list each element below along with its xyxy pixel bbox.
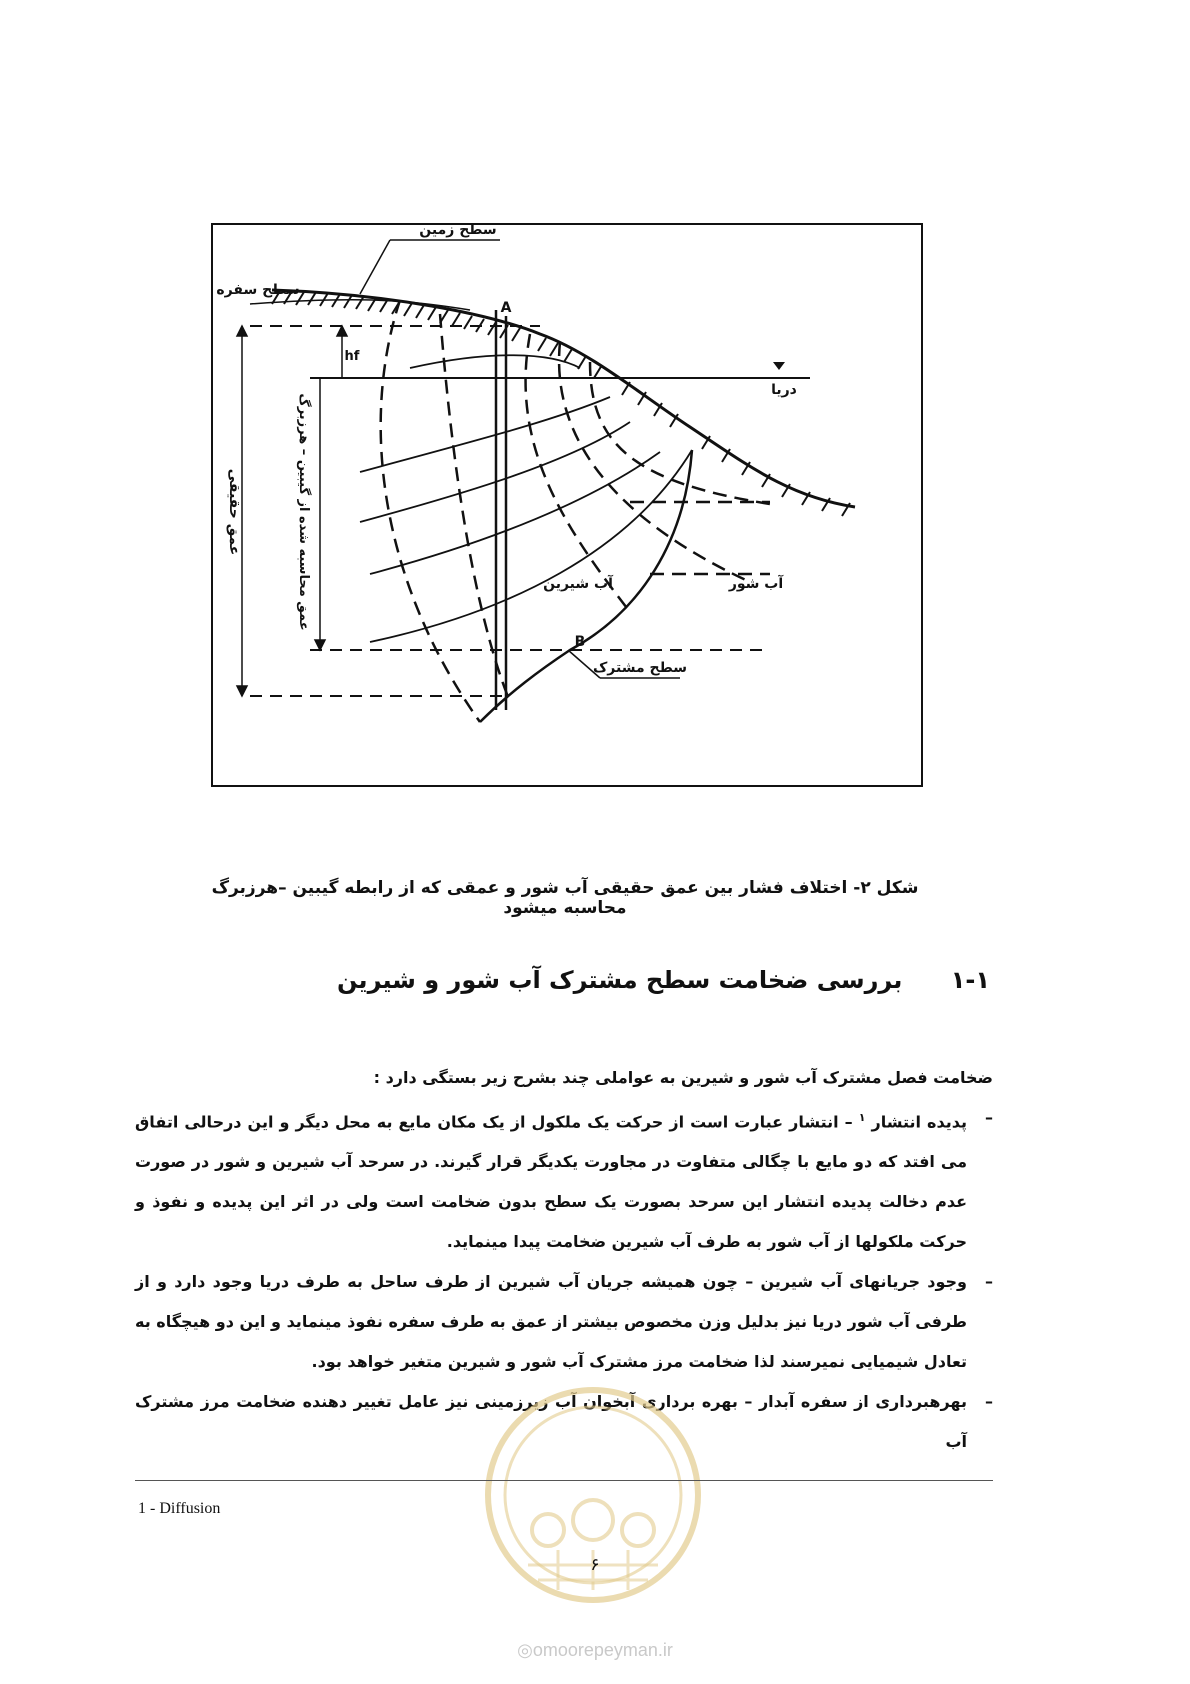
bullet-text: – انتشار عبارت است از حرکت یک ملکول از یک مکان مایع به محل دیگر و این درحالی اتفاق می افتد که دو مایع با چگالی متفاوت در مجاورت یکدیگر قرار گیرند. در سرحد آب شیرین و شور در صورت عدم دخالت پدیده انتشار این سرحد بصورت یک سطح بدون ضخامت است ولی در اثر این پدیده و نفوذ و حرکت ملکولها از آب شور به طرف آب شیرین ضخامت پیدا مینماید. (135, 1112, 967, 1252)
section-heading (337, 966, 990, 994)
label-water-table: سطح سفره (216, 282, 300, 298)
label-sea: دریا (771, 382, 797, 398)
label-calculated-depth: عمق محاسبه شده از گیبین – هرزبرگ (296, 393, 311, 631)
bullet-dash: – (985, 1108, 993, 1127)
site-watermark (490, 1640, 700, 1661)
intro-paragraph: ضخامت فصل مشترک آب شور و شیرین به عواملی چند بشرح زیر بستگی دارد : (373, 1068, 993, 1087)
label-point-b: B (574, 634, 586, 650)
seal-watermark-icon (478, 1380, 708, 1610)
bullet-item (135, 1262, 993, 1382)
bullet-item (135, 1098, 993, 1262)
bullet-dash: – (985, 1272, 993, 1292)
figure-caption: شکل ۲- اختلاف فشار بین عمق حقیقی آب شور و عمقی که از رابطه گیبین –هرزبرگ محاسبه میشود (211, 878, 919, 918)
interface-diagram (210, 222, 924, 788)
section-number: ۱-۱ (950, 966, 990, 994)
section-title: بررسی ضخامت سطح مشترک آب شور و شیرین (336, 966, 903, 994)
figure-saltwater-interface (210, 222, 924, 788)
label-interface: سطح مشترک (592, 660, 688, 676)
footnote: 1 - Diffusion (138, 1500, 221, 1517)
page-number: ۶ (590, 1555, 600, 1575)
bullet-text: بهرهبرداری از سفره آبدار – بهره برداری آبخوان آب زیرزمینی نیز عامل تغییر دهنده ضخامت مرز مشترک آب (135, 1392, 967, 1452)
bullet-text: وجود جریانهای آب شیرین – چون همیشه جریان آب شیرین از طرف ساحل به طرف دریا وجود دارد و از طرفی آب شور دریا نیز بدلیل وزن مخصوص بیشتر از عمق به طرف سفره نفوذ مینماید و این دو هیچگاه به تعادل شیمیایی نمیرسند لذا ضخامت مرز مشترک آب شور و شیرین متغیر خواهد بود. (135, 1272, 967, 1372)
label-point-a: A (500, 300, 512, 316)
footnote-divider (135, 1480, 993, 1481)
watermark-icon: ◎ (517, 1640, 533, 1660)
label-true-depth: عمق حقیقی (226, 468, 242, 556)
bullet-dash: – (985, 1392, 993, 1412)
bullet-lead: پدیده انتشار (871, 1112, 967, 1132)
label-salt-water: آب شور (728, 576, 784, 592)
footnote-ref: ۱ (858, 1111, 866, 1124)
watermark-text: omoorepeyman.ir (532, 1640, 673, 1660)
label-fresh-water: آب شیرین (543, 576, 613, 592)
label-ground-surface: سطح زمین (419, 222, 497, 238)
label-hf: hf (344, 349, 360, 364)
